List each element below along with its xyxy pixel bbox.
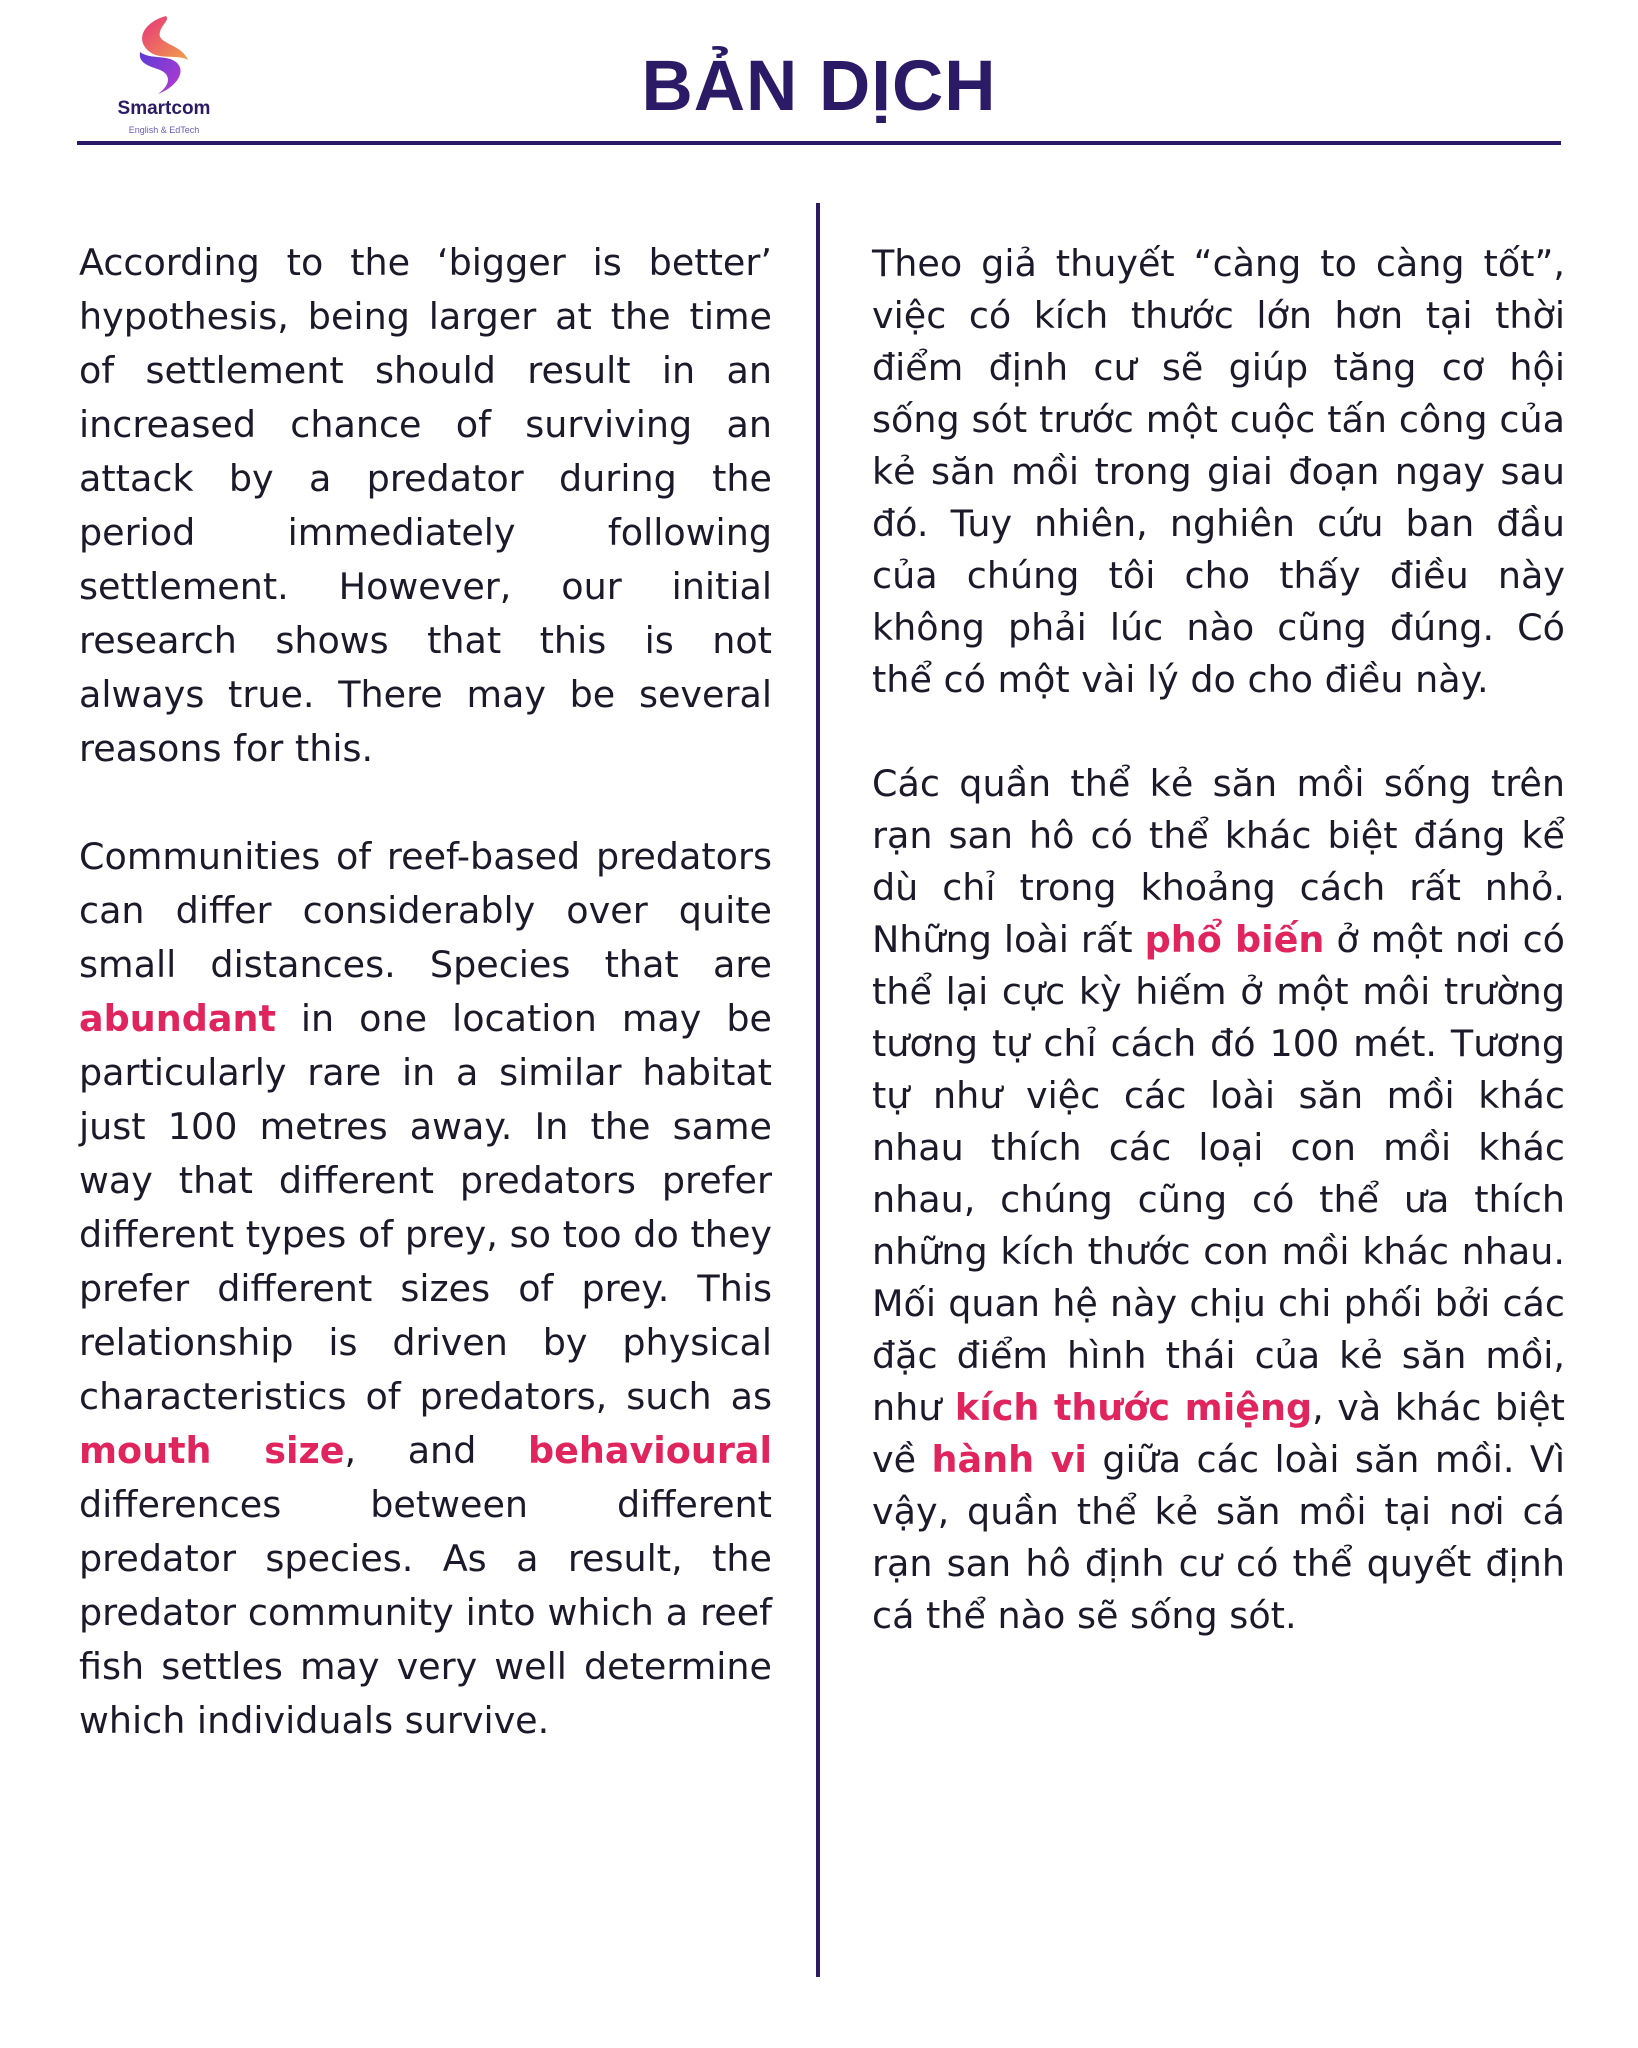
page-title: BẢN DỊCH <box>641 47 997 126</box>
vietnamese-paragraph-2 <box>872 758 1565 1642</box>
logo-wordmark: Smartcom <box>117 98 211 119</box>
vietnamese-p2-text-3: , và khác biệt về <box>872 1386 1565 1481</box>
vietnamese-p2-text-1: Các quần thể kẻ săn mồi sống trên rạn san hô có thể khác biệt đáng kể dù chỉ trong khoảng cách rất nhỏ. Những loài rất <box>872 762 1565 961</box>
header-rule <box>77 141 1561 145</box>
english-column <box>79 236 772 1748</box>
highlight-abundant: abundant <box>79 997 276 1040</box>
highlight-hanh-vi: hành vi <box>931 1438 1087 1481</box>
vietnamese-paragraph-1: Theo giả thuyết “càng to càng tốt”, việc có kích thước lớn hơn tại thời điểm định cư sẽ giúp tăng cơ hội sống sót trước một cuộc tấn công của kẻ săn mồi trong giai đoạn ngay sau đó. Tuy nhiên, nghiên cứu ban đầu của chúng tôi cho thấy điều này không phải lúc nào cũng đúng. Có thể có một vài lý do cho điều này. <box>872 242 1565 701</box>
vietnamese-column <box>872 238 1565 1642</box>
highlight-pho-bien: phổ biến <box>1144 918 1325 961</box>
english-p2-text-1: Communities of reef-based predators can differ considerably over quite small distances. Species that are <box>79 835 772 986</box>
english-paragraph-1: According to the ‘bigger is better’ hypothesis, being larger at the time of settlement should result in an increased chance of surviving an attack by a predator during the period immediately following settlement. However, our initial research shows that this is not always true. There may be several reasons for this. <box>79 241 772 770</box>
english-p2-text-2: in one location may be particularly rare in a similar habitat just 100 metres away. In the same way that different predators prefer different types of prey, so too do they prefer different sizes of prey. This relationship is driven by physical characteristics of predators, such as <box>79 997 772 1418</box>
highlight-behavioural: behavioural <box>527 1429 772 1472</box>
highlight-mouth-size: mouth size <box>79 1429 345 1472</box>
english-p2-text-4: differences between different predator species. As a result, the predator community into which a reef fish settles may very well determine which individuals survive. <box>79 1483 772 1742</box>
english-paragraph-2 <box>79 830 772 1748</box>
english-p2-text-3: , and <box>344 1429 528 1472</box>
vietnamese-p2-text-4: giữa các loài săn mồi. Vì vậy, quần thể kẻ săn mồi tại nơi cá rạn san hô định cư có thể quyết định cá thể nào sẽ sống sót. <box>872 1438 1565 1637</box>
vietnamese-p2-text-2: ở một nơi có thể lại cực kỳ hiếm ở một môi trường tương tự chỉ cách đó 100 mét. Tương tự như việc các loài săn mồi khác nhau thích các loại con mồi khác nhau, chúng cũng có thể ưa thích những kích thước con mồi khác nhau. Mối quan hệ này chịu chi phối bởi các đặc điểm hình thái của kẻ săn mồi, như <box>872 918 1565 1429</box>
logo-tagline: English & EdTech <box>128 125 200 135</box>
highlight-kich-thuoc-mieng: kích thước miệng <box>954 1386 1313 1429</box>
column-divider <box>816 203 820 1977</box>
